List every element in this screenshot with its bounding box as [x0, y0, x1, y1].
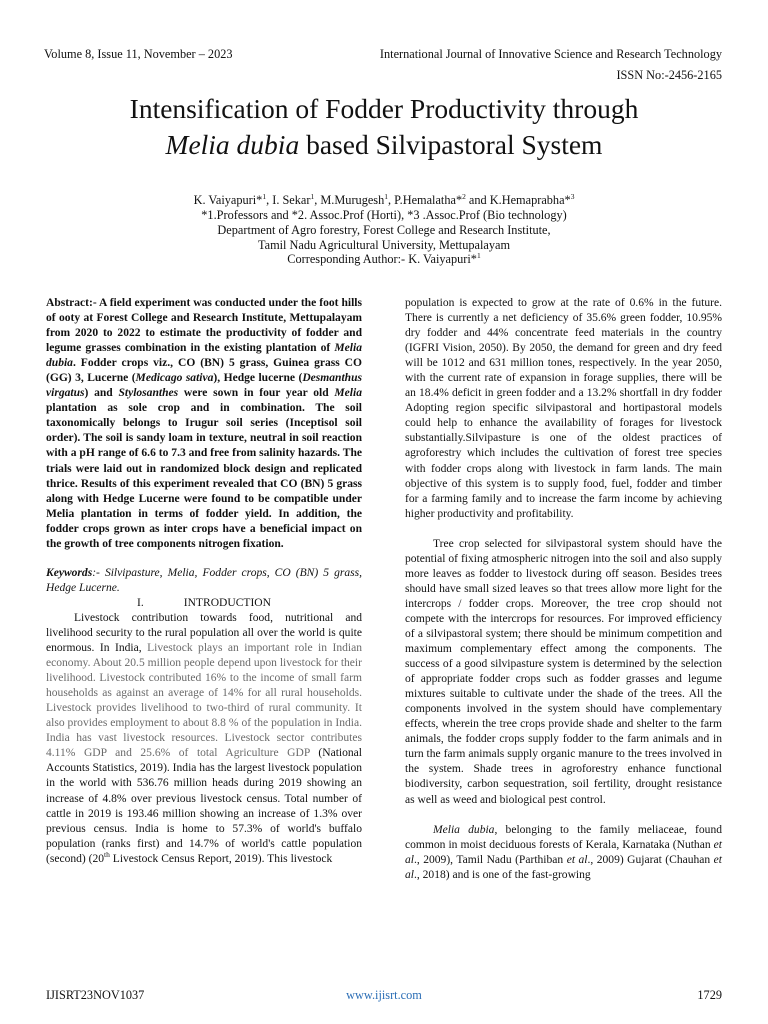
issn: ISSN No:-2456-2165	[616, 68, 722, 82]
page-number: 1729	[697, 988, 722, 1002]
paper-title-line1: Intensification of Fodder Productivity through	[129, 93, 639, 124]
right-column	[405, 296, 722, 883]
keywords: Keywords:- Silvipasture, Melia, Fodder crops, CO (BN) 5 grass, Hedge Lucerne.	[46, 566, 362, 594]
right-paragraph-1: population is expected to grow at the rate of 0.6% in the future. There is currently a net deficiency of 35.6% green fodder, 10.95% dry fodder and 44% concentrate feed materials in the country (IGFRI Vision, 2050). By 2050, the demand for green and dry feed will be 1012 and 631 million tones, respectively. In the year 2050, with the current rate of expansion in forage supplies, there will be an 18.4% deficit in green fodder and a 13.2% shortfall in dry fodder Adopting region specific silvipastoral and hortipastoral models could help to enhance the availability of forages for livestock substantially.Silvipasture is one of the oldest practices of agroforestry which includes the cultivation of forest tree species with fodder crops along with livestock in farm lands. The main objective of this system is to supply food, fuel, fodder and timber for a farming family and to increase the farm income by achieving higher productivity and profitability.	[405, 297, 722, 520]
paper-title-line2: Melia dubia based Silvipastoral System	[165, 129, 603, 160]
right-paragraph-3: Melia dubia, belonging to the family meliaceae, found common in moist deciduous forests of Kerala, Karnataka (Nuthan et al., 2009), Tamil Nadu (Parthiban et al., 2009) Gujarat (Chauhan et al., 2018) and is one of the fast-growing	[405, 823, 723, 881]
right-paragraph-2: Tree crop selected for silvipastoral system should have the potential of fixing atmospheric nitrogen into the soil and also supply more leaves as fodder to livestock during off season. Besides trees should have small sized leaves so that trees allow more light for the intercrops / fodder crops. Moreover, the tree crop should not compete with the intercrops for resources. For improved efficiency of a silvipastoral system; there should be minimum competition and maximum complementary effect among the components. The success of a good silvipasture system is determined by the selection of appropriate fodder crops such as fodder grasses and legume mixtures suitable to cultivate under the shade of the trees. All the components involved in the system should have complementary effects, wherein the tree crops provide shade and shelter to the farm animals, the fodder crops supply fodder to the farm animals and in turn the farm animals supply organic manure to the trees involved in the system. Shade trees in agroforestry enhance functional biodiversity, carbon sequestration, soil fertility, drought resistance as well as weed and biological pest control.	[405, 537, 722, 806]
journal-name: International Journal of Innovative Science and Research Technology	[379, 47, 722, 61]
journal-url-link[interactable]: www.ijisrt.com	[346, 988, 422, 1002]
author-list: K. Vaiyapuri*$^1$, I. Sekar$^1$, M.Murugesh$^1$, P.Hemalatha*$^2$ and K.Hemaprabha*$^3$	[193, 191, 575, 207]
abstract: Abstract:- A field experiment was conducted under the foot hills of ooty at Forest College and Research Institute, Mettupalayam from 2020 to 2022 to estimate the productivity of fodder and legume grasses combination in the existing plantation of Melia dubia. Fodder crops viz., CO (BN) 5 grass, Guinea grass CO (GG) 3, Lucerne (Medicago sativa), Hedge lucerne (Desmanthus virgatus) and Stylosanthes were sown in four year old Melia plantation as sole crop and in combination. The soil taxonomically belongs to Irugur soil series (Inceptisol soil order). The soil is sandy loam in texture, neutral in soil reaction with a pH range of 6.6 to 7.3 and free from salinity hazards. The trials were laid out in randomized block design and replicated thrice. Results of this experiment revealed that CO (BN) 5 grass along with Hedge Lucerne were found to be compatible under Melia plantation in terms of fodder yield. In addition, the fodder crops grown as inter crops have a beneficial impact on the growth of tree components nitrogen fixation.	[46, 297, 362, 550]
paper-id: IJISRT23NOV1037	[46, 988, 145, 1002]
author-roles: *1.Professors and *2. Assoc.Prof (Horti), *3 .Assoc.Prof (Bio technology)	[201, 208, 567, 222]
title-species: Melia dubia	[165, 129, 300, 160]
department: Department of Agro forestry, Forest College and Research Institute,	[217, 223, 551, 237]
section-heading-introduction: I. INTRODUCTION	[137, 596, 271, 609]
university: Tamil Nadu Agricultural University, Mettupalayam	[257, 238, 511, 252]
intro-paragraph: Livestock contribution towards food, nutritional and livelihood security to the rural population all over the world is quite enormous. In India, Livestock plays an important role in Indian economy. About 20.5 million people depend upon livestock for their livelihood. Livestock contributed 16% to the income of small farm households as against an average of 14% for all rural households. Livestock provides livelihood to two-third of rural community. It also provides employment to about 8.8 % of the population in India. India has vast livestock resources. Livestock sector contributes 4.11% GDP and 25.6% of total Agriculture GDP (National Accounts Statistics, 2019). India has the largest livestock population in the world with 536.76 million heads during 2019 showing an increase of 4.8% over previous livestock census. Total number of cattle in 2019 is 193.46 million showing an increase of 1.3% over previous census. India is home to 57.3% of world's buffalo population (ranks first) and 14.7% of world's cattle population (second) (20th Livestock Census Report, 2019). This livestock	[46, 611, 363, 865]
corresponding-author: Corresponding Author:- K. Vaiyapuri*$^1$	[287, 250, 481, 266]
volume-issue: Volume 8, Issue 11, November – 2023	[44, 47, 233, 61]
left-column	[46, 296, 362, 867]
